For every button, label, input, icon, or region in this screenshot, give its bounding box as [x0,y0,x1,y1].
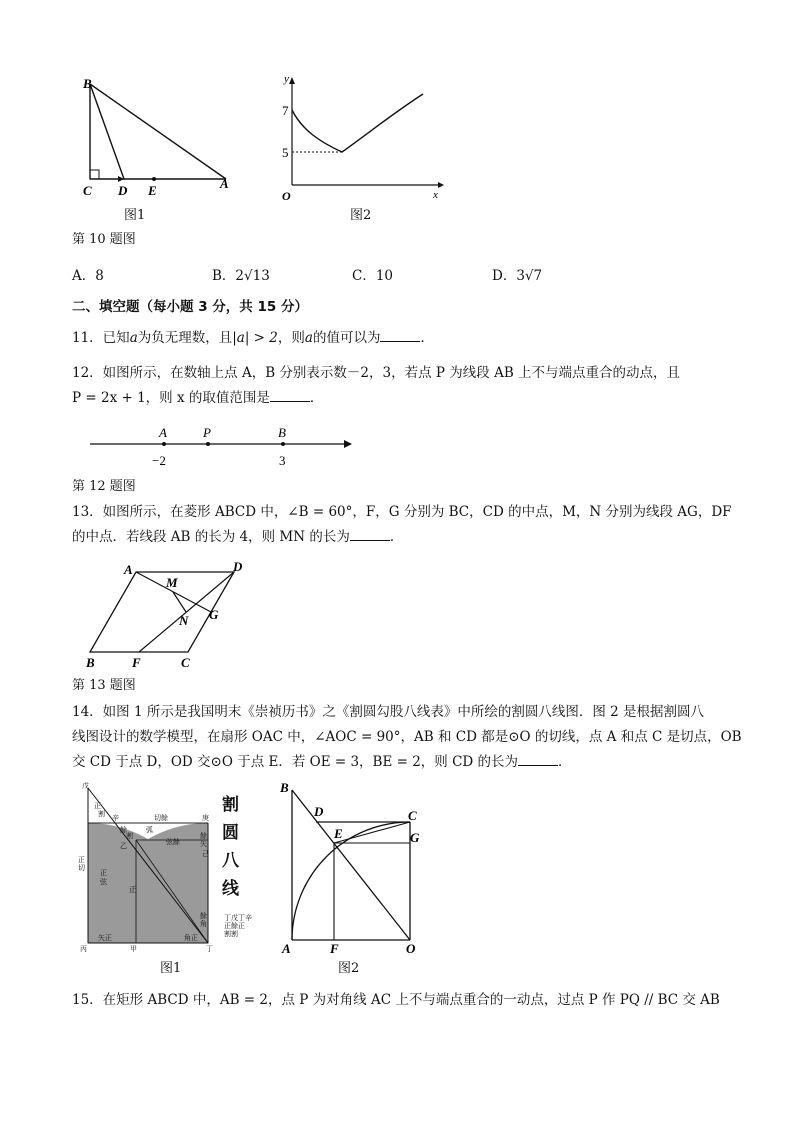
fig10-caption-1: 图1 [124,208,146,223]
q14-line-1: 14．如图 1 所示是我国明末《崇祯历书》之《割圆勾股八线表》中所绘的割圆八线图．图 2 是根据割圆八 [72,704,705,720]
fig2-label-d: D [314,804,324,819]
fig1-char-11: 餘 [200,832,207,840]
fig10-graph [280,72,445,204]
q14-fig1-caption: 图1 [160,961,182,976]
fig1-char-21: 角 [200,920,207,928]
q12-point-b: B [278,425,286,440]
q13-label-b: B [86,655,95,669]
q12-line-2: P = 2x + 1，则 x 的取值范围是 ． [72,390,324,406]
fig1-char-14: 正 [78,856,85,864]
fig2-label-c: C [408,808,417,823]
q13-label-a: A [124,562,133,577]
fig10-y-label: y [284,73,289,85]
fig1-char-6: 餘 [120,826,127,834]
fig1-char-1: 正 [94,802,101,810]
q14-blank[interactable] [518,753,558,766]
fig1-char-7: 割 [126,832,133,840]
fig1-char-25: 丁戊丁辛 [224,914,252,922]
fig1-char-22: 丙 [80,945,87,952]
fig10-y7: 7 [282,103,289,118]
fig1-char-0: 戊 [82,782,89,790]
fig10-origin: O [282,189,291,203]
fig1-char-18: 矢正 [98,934,112,942]
q14-line-3: 交 CD 于点 D，OD 交⊙O 于点 E．若 OE = 3，BE = 2，则 CD 的长为 ． [72,754,572,770]
fig2-label-g: G [410,830,420,845]
fig10-label-d: D [118,183,128,198]
fig1-title-char-2: 圆 [222,823,239,843]
q12-blank[interactable] [270,389,310,402]
fig2-label-e: E [334,826,343,841]
q13-label-c: C [181,655,190,669]
fig10-triangle [78,76,238,201]
q15-line-1: 15．在矩形 ABCD 中，AB = 2，点 P 为对角线 AC 上不与端点重合的一动点，过点 P 作 PQ // BC 交 AB [72,992,720,1008]
q12-number-line [88,423,356,469]
fig1-char-13: 己 [202,850,209,858]
fig1-char-3: 辛 [112,814,119,822]
fig1-title-char-4: 线 [222,879,239,899]
q13-caption: 第 13 题图 [72,678,136,693]
fig1-zheng-xian: 正 [129,885,137,894]
q13-blank[interactable] [350,528,390,541]
fig1-title-char-1: 割 [222,795,239,815]
q13-rhombus-figure [82,557,252,669]
fig10-label-c: C [83,183,92,198]
q14-fig2-caption: 图2 [338,961,360,976]
q10-option-c[interactable]: C．10 [352,268,394,284]
fig1-char-19: 角正 [184,934,198,942]
q13-label-d: D [233,559,243,574]
fig1-char-9: 乙 [120,842,127,850]
q10-option-d[interactable]: D．3√7 [492,268,543,284]
fig10-y5: 5 [282,145,289,160]
fig1-char-2: 割 [98,810,105,818]
fig1-char-23: 甲 [130,945,137,952]
q12-point-p: P [203,425,211,440]
fig10-x-label: x [433,189,438,201]
q14-line-2: 线图设计的数学模型，在扇形 OAC 中，∠AOC = 90°，AB 和 CD 都是⊙O 的切线，点 A 和点 C 是切点，OB [72,729,742,745]
fig1-char-12: 矢 [200,840,207,848]
q13-label-m: M [166,575,178,590]
fig1-char-10: 弦餘 [166,838,180,846]
section-2-heading: 二、填空题（每小题 3 分，共 15 分） [72,299,308,315]
q12-num-neg2: −2 [152,453,166,468]
q13-label-g: G [209,607,219,622]
fig1-char-4: 切餘 [154,814,168,822]
fig2-label-f: F [330,941,339,955]
fig10-label-b: B [83,76,92,91]
fig1-char-16: 正 [100,869,107,877]
fig1-char-15: 切 [78,864,85,872]
fig10-label-e: E [148,183,157,198]
q13-line-1: 13．如图所示，在菱形 ABCD 中，∠B = 60°，F，G 分别为 BC，CD 的中点，M，N 分别为线段 AG，DF [72,504,732,520]
q13-label-n: N [179,613,189,628]
q13-line-2: 的中点．若线段 AB 的长为 4，则 MN 的长为 ． [72,529,404,545]
q12-num-3: 3 [279,453,286,468]
fig1-char-8: 弧 [146,826,153,834]
fig1-char-26: 正餘正 [224,922,245,930]
fig1-title-char-3: 八 [222,851,239,871]
q13-label-f: F [132,655,141,669]
fig1-char-24: 丁 [206,945,213,952]
fig2-label-o: O [406,941,416,955]
fig2-label-a: A [282,941,291,955]
fig10-question-caption: 第 10 题图 [72,232,136,247]
fig10-caption-2: 图2 [350,208,372,223]
q10-option-b[interactable]: B．2√13 [212,268,270,284]
q12-point-a: A [159,425,167,440]
q12-caption: 第 12 题图 [72,479,136,494]
fig1-char-17: 弦 [100,878,107,886]
q10-option-a[interactable]: A．8 [72,268,104,284]
q11-text: 11．已知a为负无理数，且|a| > 2，则a的值可以为 ． [72,330,434,346]
fig10-label-a: A [220,176,229,191]
fig2-label-b: B [280,780,289,795]
fig1-char-20: 餘 [200,912,207,920]
q14-fig2-diagram [278,780,428,955]
fig1-char-27: 割割 [224,930,238,938]
q11-blank[interactable] [380,329,420,342]
q12-line-1: 12．如图所示，在数轴上点 A，B 分别表示数－2，3，若点 P 为线段 AB 上不与端点重合的动点，且 [72,365,681,381]
fig1-char-5: 庚 [202,814,209,822]
